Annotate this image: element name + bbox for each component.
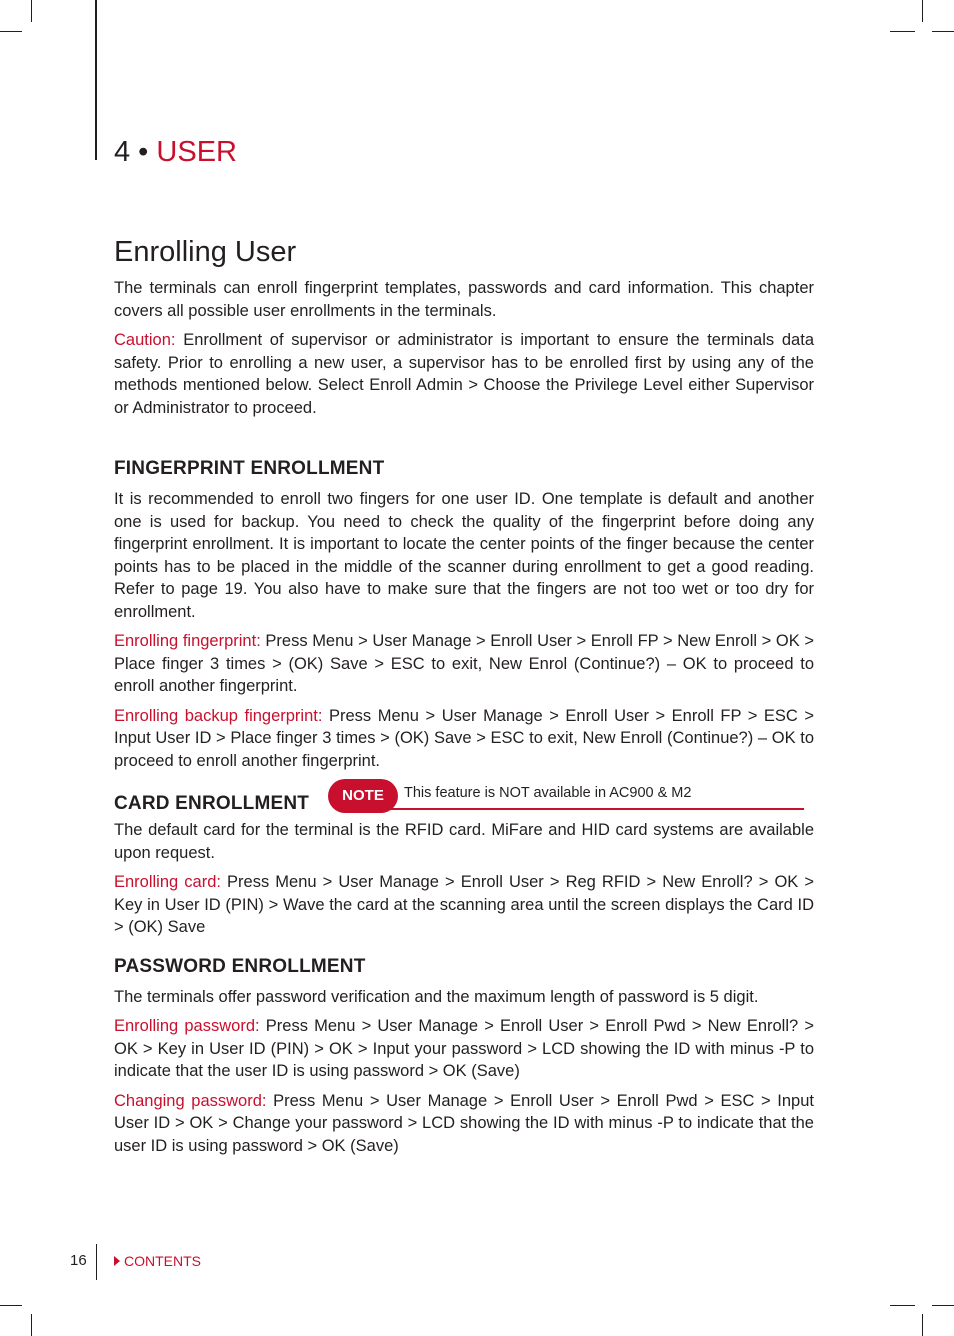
crop-mark [0, 31, 22, 32]
note-text: This feature is NOT available in AC900 & M2 [404, 785, 692, 801]
fingerprint-body: It is recommended to enroll two fingers for one user ID. One template is default and another one is used for backup. You need to check the quality of the fingerprint before doing any fingerprint enrollment. It is important to locate the center points of the finger because the center points has to be placed in the middle of the scanner during enrollment to get a good reading. Refer to page 19. You also have to make sure that the fingers are not too wet or too dry for enrollment. [114, 490, 814, 621]
chapter-number: 4 • [114, 136, 149, 168]
card-body: The default card for the terminal is the RFID card. MiFare and HID card systems are available upon request. [114, 821, 814, 862]
password-enroll-paragraph [114, 1015, 814, 1083]
note-badge: NOTE [328, 779, 398, 813]
crop-mark [922, 1314, 923, 1336]
password-change-text: Press Menu > User Manage > Enroll User > Enroll Pwd > ESC > Input User ID > OK > Change your password > LCD showing the ID with minus -P to indicate that the user ID is using password > OK (Save) [114, 1091, 814, 1155]
caution-paragraph [114, 329, 814, 419]
crop-mark [31, 1314, 32, 1336]
backup-fingerprint-paragraph [114, 705, 814, 773]
card-enroll-label: Enrolling card: [114, 873, 221, 891]
contents-link-label: CONTENTS [124, 1253, 201, 1269]
contents-link[interactable] [114, 1253, 201, 1269]
password-enroll-label: Enrolling password: [114, 1017, 260, 1035]
section-title: Enrolling User [114, 236, 297, 268]
crop-mark [922, 0, 923, 22]
crop-mark [31, 0, 32, 22]
crop-mark [0, 1305, 22, 1306]
fingerprint-heading: FINGERPRINT ENROLLMENT [114, 458, 385, 479]
password-change-paragraph [114, 1090, 814, 1158]
fingerprint-enroll-paragraph [114, 630, 814, 698]
caution-label: Caution: [114, 331, 176, 349]
intro-paragraph: The terminals can enroll fingerprint templates, passwords and card information. This chapter covers all possible user enrollments in the terminals. [114, 279, 814, 320]
card-heading-row [114, 787, 814, 817]
fingerprint-enroll-label: Enrolling fingerprint: [114, 632, 261, 650]
password-change-label: Changing password: [114, 1091, 267, 1110]
password-body: The terminals offer password verification and the maximum length of password is 5 digit. [114, 987, 759, 1006]
note-underline [386, 808, 804, 810]
fingerprint-enroll-text: Press Menu > User Manage > Enroll User > Enroll FP > New Enroll > OK > Place finger 3 times > (OK) Save > ESC to exit, New Enrol (Continue?) – OK to proceed to enroll another fingerprint. [114, 632, 814, 695]
main-content [114, 231, 814, 1164]
chapter-title: USER [156, 136, 237, 168]
caret-right-icon [114, 1256, 120, 1266]
crop-mark [890, 1305, 915, 1306]
backup-fingerprint-text: Press Menu > User Manage > Enroll User > Enroll FP > ESC > Input User ID > Place finger 3 times > (OK) Save > ESC to exit, New Enroll (Continue?) – OK to proceed to enroll another fingerprint. [114, 706, 814, 770]
card-enroll-paragraph [114, 871, 814, 939]
crop-mark [932, 1305, 954, 1306]
crop-mark [890, 31, 915, 32]
crop-mark [932, 31, 954, 32]
chapter-heading [114, 132, 237, 172]
backup-fingerprint-label: Enrolling backup fingerprint: [114, 706, 323, 725]
page-number: 16 [70, 1252, 87, 1269]
footer-rule [96, 1244, 97, 1280]
password-enroll-text: Press Menu > User Manage > Enroll User > Enroll Pwd > New Enroll? > OK > Key in User ID (PIN) > OK > Input your password > LCD showing the ID with minus -P to indicate that the user ID is using password > OK (Save) [114, 1017, 815, 1080]
card-heading: CARD ENROLLMENT [114, 793, 310, 814]
card-enroll-text: Press Menu > User Manage > Enroll User > Reg RFID > New Enroll? > OK > Key in User ID (PIN) > Wave the card at the scanning area until the screen displays the Card ID > (OK) Save [114, 873, 814, 936]
password-heading: PASSWORD ENROLLMENT [114, 955, 366, 977]
caution-text: Enrollment of supervisor or administrator is important to ensure the terminals data safety. Prior to enrolling a new user, a supervisor has to be enrolled first by using any of the methods mentioned below. Select Enroll Admin > Choose the Privilege Level either Supervisor or Administrator to proceed. [114, 331, 814, 417]
chapter-rule [95, 0, 97, 160]
